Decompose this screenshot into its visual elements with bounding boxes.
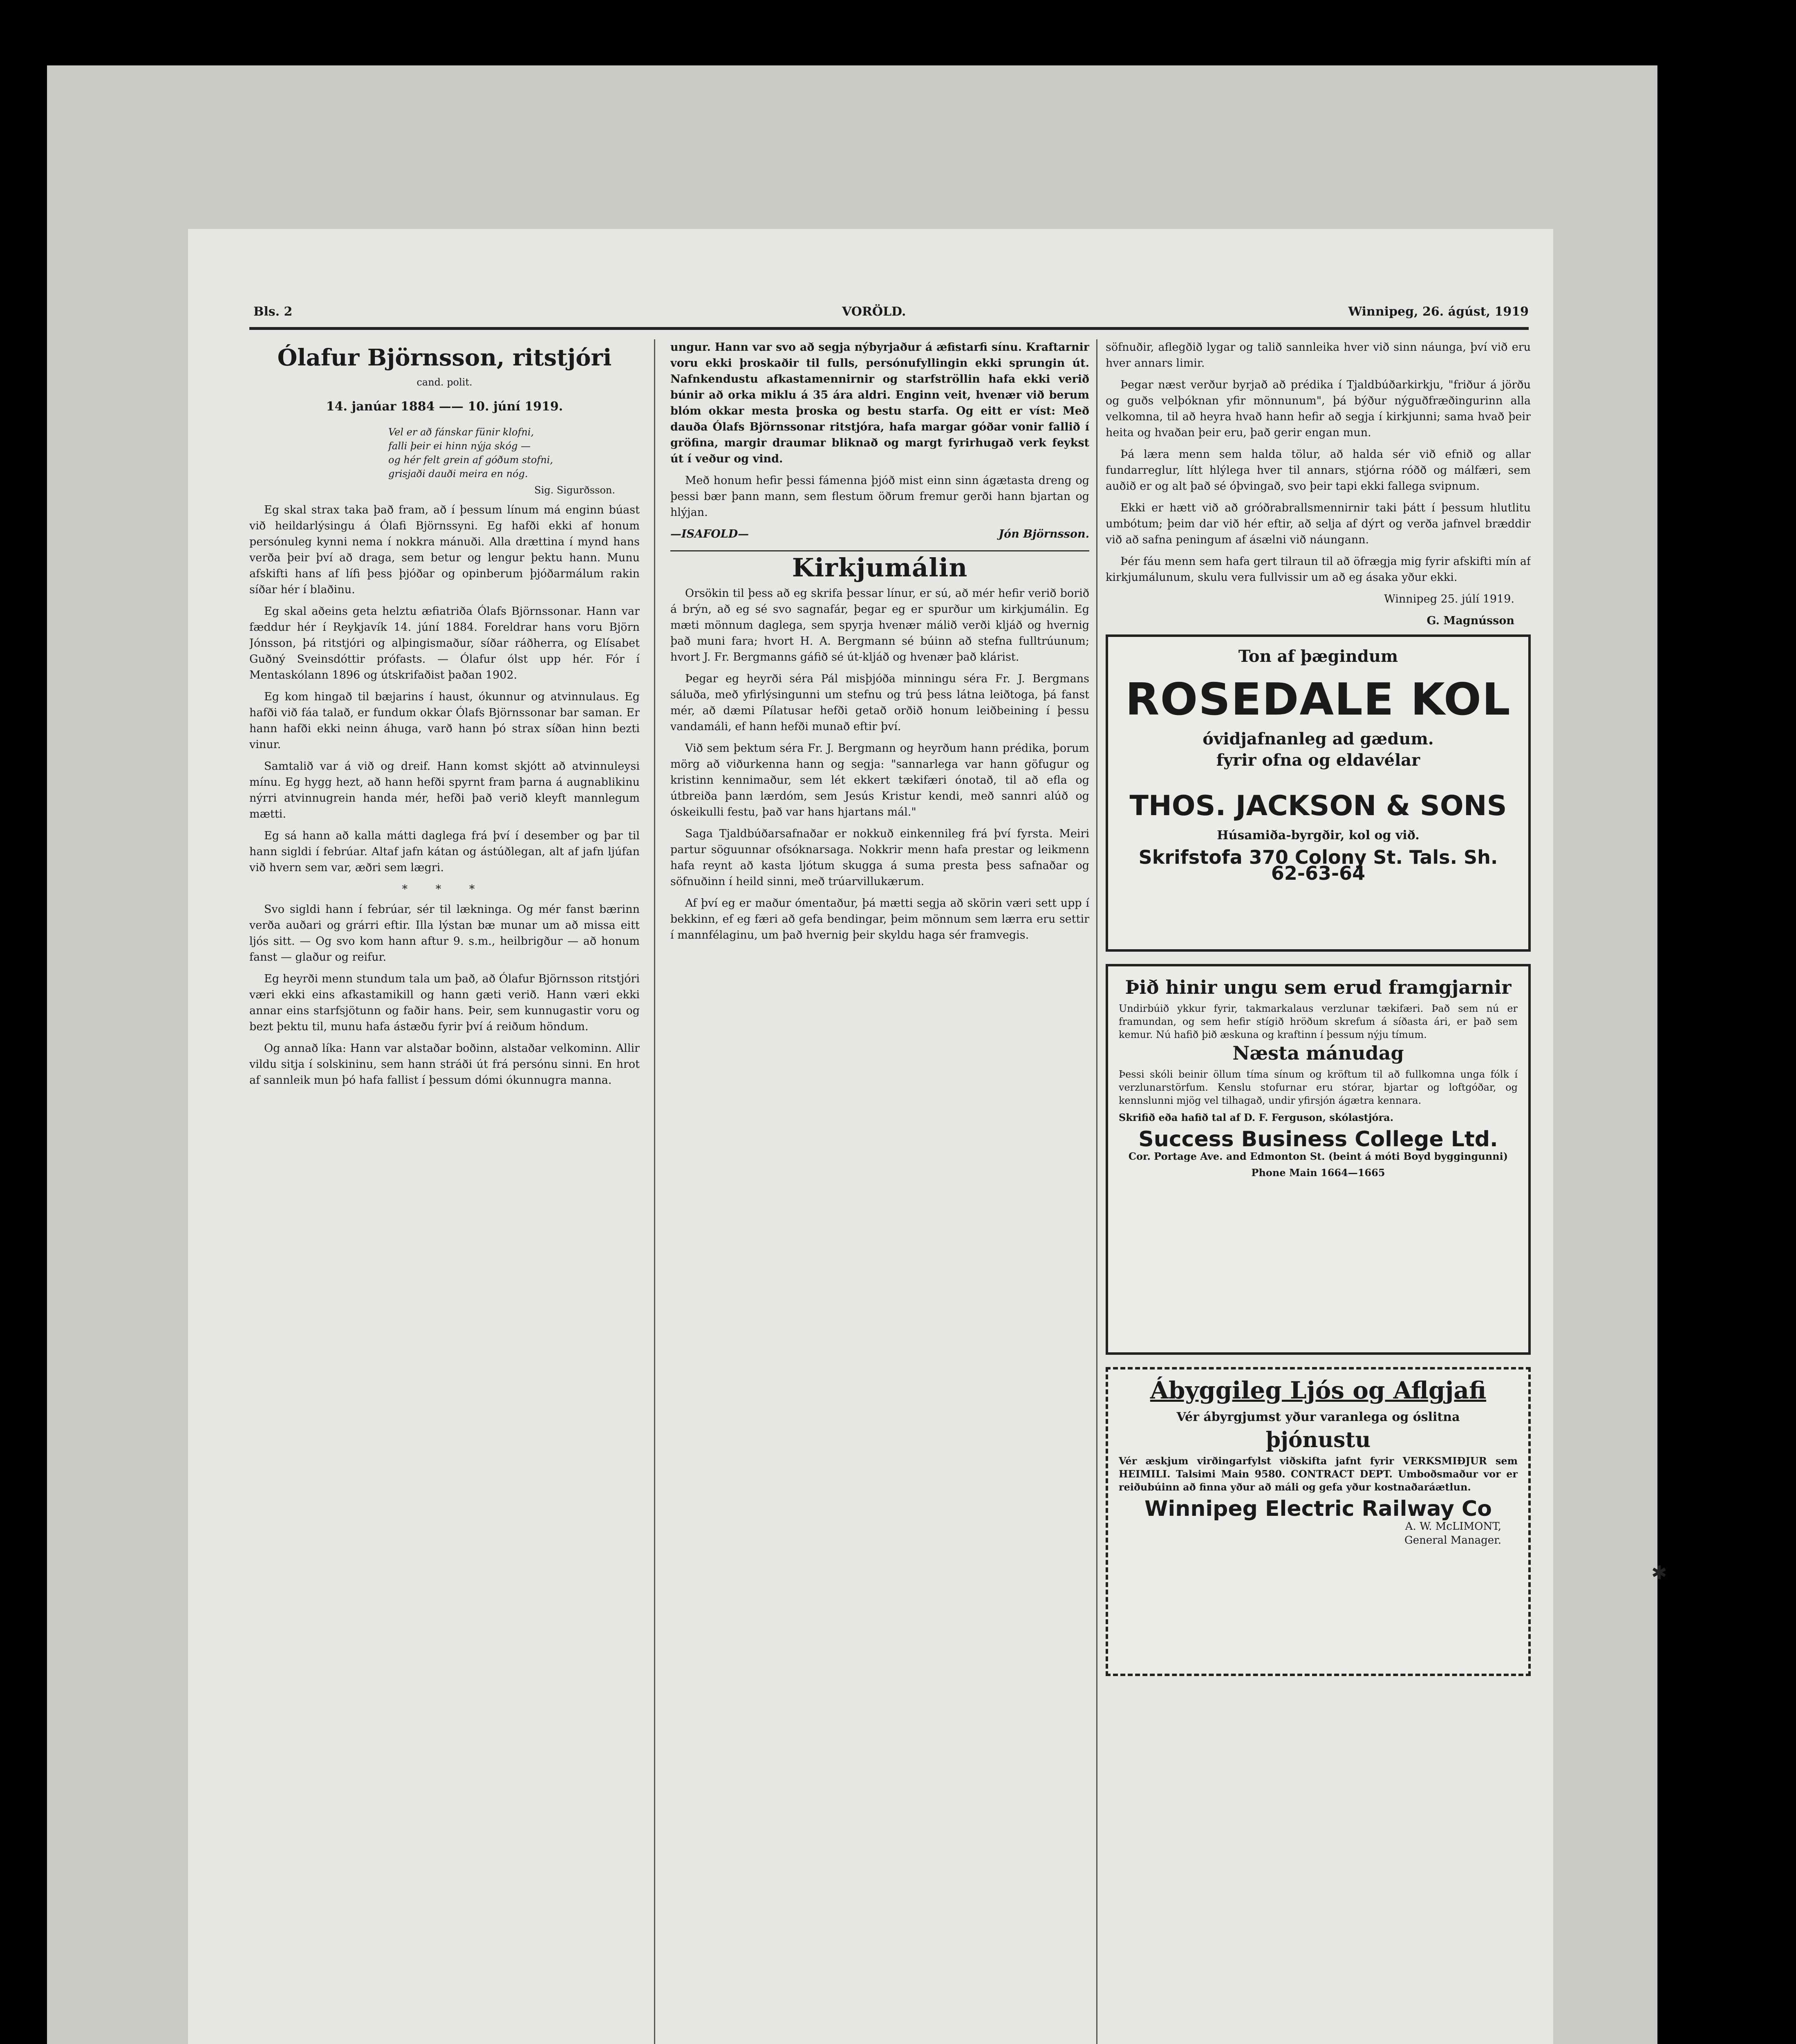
ad-body: Vér æskjum virðingarfylst viðskifta jafnt fyrir VERKSMIÐJUR sem HEIMILI. Talsimi Main 9580. CONTRACT DEPT. Umboðsmaður vor er reiðubúinn að finna yður að máli og gefa yður kostnaðaráætlun. bbox=[1119, 1455, 1518, 1493]
paragraph: Eg heyrði menn stundum tala um það, að Ólafur Björnsson ritstjóri væri ekki eins afkastamikill og hann gæti verið. Hann væri ekki annar eins starfsjötunn og faðir hans. Þeir, sem kunnugastir voru og bezt þektu til, munu hafa ástæðu fyrir því á reiðum höndum. bbox=[249, 973, 640, 1033]
paragraph: Og annað líka: Hann var alstaðar boðinn, alstaðar velkominn. Allir vildu sitja í solskininu, sem hann stráði út frá persónu sinni. En hrot af sannleik mun þó hafa fallist í þessum dómi ókunnugra manna. bbox=[249, 1042, 640, 1087]
ad-body: Þessi skóli beinir öllum tíma sínum og kröftum til að fullkomna unga fólk í verzlunarstörfum. Kenslu stofurnar eru stórar, bjartar og loftgóðar, og kennslunni mjög vel tilhagað, undir yfirsjón ágætra kennara. bbox=[1119, 1069, 1518, 1106]
paragraph: ungur. Hann var svo að segja nýbyrjaður á æfistarfi sínu. Kraftarnir voru ekki þroskaðir til fulls, persónufyllingin ekki sprungin út. Nafnkendustu afkastamennirnir og starfströllin hafa ekki verið búnir að orka miklu á 35 ára aldri. Enginn veit, hvenær við berum blóm okkar mesta þroska og bestu starfa. Og eitt er víst: Með dauða Ólafs Björnssonar ritstjóra, hafa margar góðar vonir fallið í gröfina, margir draumar bliknað og margt fyrirhugað verk feykst út í veður og vind. bbox=[670, 341, 1089, 465]
poem-line: og hér felt grein af góðum stofni, bbox=[388, 454, 553, 466]
ad-company: Winnipeg Electric Railway Co bbox=[1144, 1497, 1492, 1521]
paragraph: Eg sá hann að kalla mátti daglega frá því í desember og þar til hann sigldi í febrúar. Altaf jafn kátan og ástúðlegan, alt af jafn ljúfan við hvern sem var, æðri sem lægri. bbox=[249, 829, 640, 874]
ad-manager: A. W. McLIMONT, bbox=[1405, 1520, 1501, 1533]
issue-date: Winnipeg, 26. ágúst, 1919 bbox=[1348, 305, 1529, 319]
ad-body: Undirbúið ykkur fyrir, takmarkalaus verzlunar tækifæri. Það sem nú er framundan, og sem hefir stígið hröðum skrefum á síðasta ári, er það sem kemur. Nú hafið þið æskuna og kraftinn í þessum nýju tímum. bbox=[1119, 1003, 1518, 1040]
paragraph: Þér fáu menn sem hafa gert tilraun til að öfrægja mig fyrir afskifti mín af kirkjumálunum, skulu vera fullvissir um að eg ásaka yður ekki. bbox=[1106, 555, 1531, 584]
paragraph: Samtalið var á við og dreif. Hann komst skjótt að atvinnuleysi mínu. Eg hygg hezt, að hann hefði spyrnt fram þarna á augnablikinu nýrri atvinnugrein handa mér, hefði það verið kleyft mannlegum mætti. bbox=[249, 760, 640, 820]
advertisement-college bbox=[1106, 964, 1531, 1355]
advertisement-rosedale bbox=[1106, 634, 1531, 952]
paragraph: Þá læra menn sem halda tölur, að halda sér við efnið og allar fundarreglur, lítt hlýlega hver til annars, stjórna róðð og málfæri, sem auðið er og alt það sé óþvingað, svo þeir tapi ekki fallega svipnum. bbox=[1106, 448, 1531, 493]
ad-address: Skrifstofa 370 Colony St. Tals. Sh. 62-63-64 bbox=[1138, 846, 1498, 884]
article-title: Kirkjumálin bbox=[670, 550, 1089, 576]
paragraph: Við sem þektum séra Fr. J. Bergmann og heyrðum hann prédika, þorum mörg að viðurkenna hann og segja: "sannarlega var hann göfugur og kristinn kennimaður, sem lét ekkert tækifæri ónotað, til að efla og útbreiða þann lærdóm, sem Jesús Kristur kendi, með sannri alúð og óskeikulli festu, það var hans hjartans mál." bbox=[670, 742, 1089, 818]
author-name: G. Magnússon bbox=[1426, 614, 1514, 627]
header-rule bbox=[249, 327, 1529, 330]
paragraph: Saga Tjaldbúðarsafnaðar er nokkuð einkennileg frá því fyrsta. Meiri partur söguunnar ofsóknarsaga. Nokkrir menn hafa prestar og leikmenn hafa reynt að kasta ljótum skugga á suma presta þess safnaðar og söfnuðinn í heild sinni, með trúarvillukærum. bbox=[670, 827, 1089, 888]
ad-company: THOS. JACKSON & SONS bbox=[1129, 790, 1507, 822]
paragraph: Eg skal strax taka það fram, að í þessum línum má enginn búast við heildarlýsingu á Ólafi Björnssyni. Eg hafði ekki af honum persónuleg kynni nema í nokkra mánuði. Alla drættina í mynd hans verða þeir því að draga, sem betur og lengur þektu hann. Munu afskifti hans af lífi þess þjóðar og opinberum þjóðarmálum rakin síðar hér í blaðinu. bbox=[249, 504, 640, 596]
poem-line: falli þeir ei hinn nýja skóg — bbox=[388, 440, 531, 452]
ad-company: Success Business College Ltd. bbox=[1138, 1127, 1498, 1152]
source-label: —ISAFOLD— bbox=[670, 528, 749, 540]
paragraph: Af því eg er maður ómentaður, þá mætti segja að skörin væri sett upp í bekkinn, ef eg færi að gefa bendingar, þeim mönnum sem lærra eru settir í mannfélaginu, um það hvernig þeir skyldu haga sér framvegis. bbox=[670, 897, 1089, 941]
paragraph: Ekki er hætt við að gróðrabrallsmennirnir taki þátt í þessum hlutlitu umbótum; þeim dar við hér eftir, að selja af dýrt og verða jafnvel bræddir við að safna peningum af ásælni við náungann. bbox=[1106, 502, 1531, 546]
ad-phone: Phone Main 1664—1665 bbox=[1251, 1167, 1385, 1179]
ad-line: Vér ábyrgjumst yður varanlega og óslitna bbox=[1176, 1410, 1460, 1424]
ad-headline: Þið hinir ungu sem erud framgjarnir bbox=[1125, 976, 1512, 998]
paragraph: Þegar næst verður byrjað að prédika í Tjaldbúðarkirkju, "friður á jörðu og guðs velþóknan yfir mönnunum", þá býður nýguðfræðingurinn alla velkomna, til að heyra hvað hann hefir að segja í kirkjunni; sama hvað þeir heita og hvaðan þeir eru, það gerir engan mun. bbox=[1106, 379, 1531, 439]
ad-subline: Húsamiða-byrgðir, kol og við. bbox=[1217, 828, 1420, 843]
ad-contact: Skrifið eða hafið tal af D. F. Ferguson, skólastjóra. bbox=[1119, 1112, 1394, 1123]
paragraph: Eg kom hingað til bæjarins í haust, ókunnur og atvinnulaus. Eg hafði við fáa talað, er fundum okkar Ólafs Björnssonar bar saman. Er hann hafði ekki neinn áhuga, varð hann þó strax síðan hinn bezti vinur. bbox=[249, 690, 640, 751]
masthead: VORÖLD. bbox=[842, 305, 906, 319]
paragraph: Svo sigldi hann í febrúar, sér til lækninga. Og mér fanst bærinn verða auðari og grárri eftir. Illa lýstan bæ munar um að missa eitt ljós sitt. — Og svo kom hann aftur 9. s.m., heilbrigður — að honum fanst — glaður og reifur. bbox=[249, 903, 640, 964]
obituary-dates: 14. janúar 1884 —— 10. júní 1919. bbox=[326, 399, 563, 414]
column-1 bbox=[249, 339, 640, 2044]
column-divider bbox=[654, 339, 655, 2044]
ad-headline: ROSEDALE KOL bbox=[1125, 674, 1511, 725]
paragraph: Þegar eg heyrði séra Pál misþjóða minningu séra Fr. J. Bergmans sáluða, með yfirlýsingunni um stefnu og trú þess látna leiðtoga, þá fanst mér, að dæmi Pílatusar hefði getað orðið honum leiðbeining í þessu vandamáli, ef hann hefði munað eftir því. bbox=[670, 672, 1089, 733]
advertisement-electric bbox=[1106, 1367, 1531, 1676]
paragraph: söfnuðir, aflegðið lygar og talið sannleika hver við sinn náunga, því við eru hver annars limir. bbox=[1106, 341, 1531, 370]
obituary-title: Ólafur Björnsson, ritstjóri bbox=[277, 344, 612, 371]
obituary-subtitle: cand. polit. bbox=[417, 377, 473, 388]
article-signature bbox=[670, 526, 1089, 542]
paragraph: Eg skal aðeins geta helztu æfiatriða Ólafs Björnssonar. Hann var fæddur hér í Reykjavík 14. júní 1884. Foreldrar hans voru Björn Jónsson, þá ritstjóri og alþingismaður, síðar ráðherra, og Elísabet Guðný Sveinsdóttir prófasts. — Ólafur ólst upp hér. Fór í Mentaskólann 1896 og útskrifaðist þaðan 1902. bbox=[249, 605, 640, 681]
ad-tagline: Ton af þægindum bbox=[1238, 647, 1398, 666]
author-name: Jón Björnsson. bbox=[999, 528, 1089, 540]
poem-signature: Sig. Sigurðsson. bbox=[534, 484, 615, 496]
poem bbox=[388, 425, 615, 497]
newspaper-page bbox=[188, 229, 1553, 2044]
paragraph: Orsökin til þess að eg skrifa þessar línur, er sú, að mér hefir verið borið á brýn, að eg sé svo sagnafár, þegar eg er spurður um kirkjumálin. Eg mæti mönnum daglega, sem spyrja hvenær málið verði kljáð og hvernig það muni fara; hvort H. A. Bergmann sé búinn að stefna fulltrúunum; hvort J. Fr. Bergmanns gáfið sé út-kljáð og hvenær það klárist. bbox=[670, 587, 1089, 663]
ad-line: óvidjafnanleg ad gædum. bbox=[1203, 729, 1434, 749]
page-header bbox=[253, 305, 1529, 325]
column-divider bbox=[1096, 339, 1097, 2044]
poem-line: grisjaði dauði meira en nóg. bbox=[388, 468, 528, 480]
film-speck-icon: ✱ bbox=[1651, 1562, 1667, 1584]
column-3 bbox=[1106, 339, 1531, 2044]
ad-manager-title: General Manager. bbox=[1404, 1534, 1501, 1546]
poem-line: Vel er að fánskar fünir klofni, bbox=[388, 426, 534, 438]
paragraph: Með honum hefir þessi fámenna þjóð mist einn sinn ágætasta dreng og þessi bær þann mann, sem flestum öðrum fremur gerði hann bjartan og hlýjan. bbox=[670, 474, 1089, 519]
ad-subheading: þjónustu bbox=[1265, 1428, 1371, 1452]
ad-headline: Ábyggileg Ljós og Aflgjafi bbox=[1150, 1376, 1487, 1404]
ad-line: fyrir ofna og eldavélar bbox=[1216, 751, 1420, 770]
ad-subheading: Næsta mánudag bbox=[1232, 1042, 1404, 1064]
column-2 bbox=[670, 339, 1089, 2044]
article-date: Winnipeg 25. júlí 1919. bbox=[1384, 593, 1514, 605]
ad-address: Cor. Portage Ave. and Edmonton St. (beint á móti Boyd byggingunni) bbox=[1128, 1150, 1508, 1162]
section-separator: * * * bbox=[402, 883, 487, 896]
page-number: Bls. 2 bbox=[253, 305, 293, 319]
